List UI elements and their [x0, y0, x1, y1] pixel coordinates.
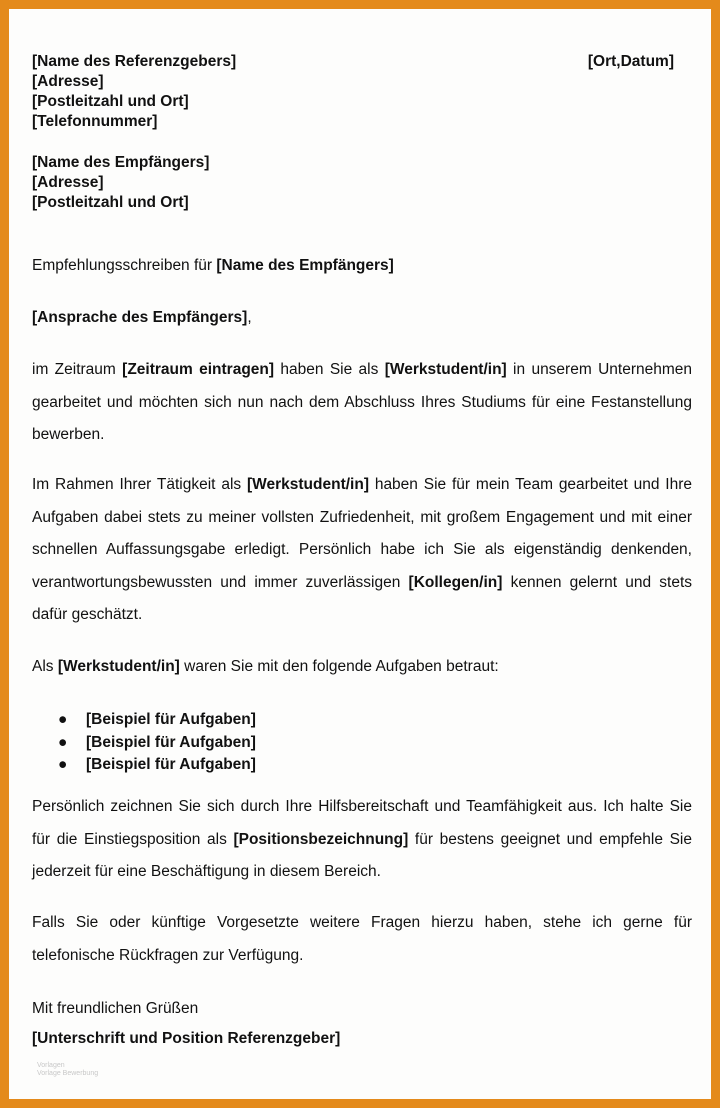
- paragraph-assessment: [32, 791, 692, 889]
- watermark-line: Vorlagen: [37, 1062, 65, 1069]
- paragraph-text: für bestens geeignet und empfehle Sie jederzeit für eine Beschäftigung in diesem Bereich.: [32, 830, 692, 880]
- paragraph-text: waren Sie mit den folgende Aufgaben betraut:: [179, 658, 499, 675]
- watermark-line: Vorlage Bewerbung: [37, 1070, 99, 1077]
- paragraph-text: haben Sie für mein Team gearbeitet und Ihre Aufgaben dabei stets zu meiner vollsten Zufriedenheit, mit großem Engagement und mit einer schnellen Auffassungsgabe erledigt. Persönlich habe ich Sie als eigenständig denkenden, verantwortungsbewussten und immer zuverlässigen: [32, 476, 692, 591]
- placeholder-position: [Positionsbezeichnung]: [233, 830, 409, 848]
- paragraph-text: haben Sie als: [274, 361, 385, 378]
- placeholder-period: [Zeitraum eintragen]: [122, 361, 275, 378]
- signature-placeholder: [Unterschrift und Position Referenzgeber]: [32, 1030, 341, 1047]
- task-list: [58, 709, 256, 777]
- paragraph-text: im Zeitraum: [32, 361, 123, 378]
- placeholder-role: [Werkstudent/in]: [384, 361, 507, 378]
- paragraph-contact: Falls Sie oder künftige Vorgesetzte weitere Fragen hierzu haben, stehe ich gerne für telefonische Rückfragen zur Verfügung.: [32, 914, 692, 964]
- paragraph-tasks-intro: [32, 651, 692, 684]
- salutation-comma: ,: [247, 309, 252, 326]
- recipient-name: [Name des Empfängers]: [32, 154, 210, 171]
- recipient-address: [Adresse]: [32, 174, 104, 191]
- list-item: [58, 732, 256, 755]
- bullet-icon: ●: [58, 711, 68, 728]
- list-item: [58, 709, 256, 732]
- subject-prefix: Empfehlungsschreiben für: [32, 257, 217, 274]
- salutation-text: [Ansprache des Empfängers]: [32, 309, 248, 326]
- task-text: [Beispiel für Aufgaben]: [86, 733, 256, 751]
- task-text: [Beispiel für Aufgaben]: [86, 756, 256, 773]
- subject-line: [32, 250, 692, 283]
- paragraph-text: Im Rahmen Ihrer Tätigkeit als: [32, 476, 247, 493]
- sender-name: [Name des Referenzgebers]: [32, 53, 237, 70]
- subject-recipient-name: [Name des Empfängers]: [216, 257, 394, 274]
- watermark: [37, 1062, 98, 1078]
- placeholder-role: [Werkstudent/in]: [246, 476, 369, 493]
- task-text: [Beispiel für Aufgaben]: [86, 711, 256, 728]
- sender-postal-city: [Postleitzahl und Ort]: [32, 93, 189, 110]
- paragraph-activity: [32, 469, 692, 632]
- paragraph-text: Als: [32, 658, 58, 675]
- paragraph-text: Persönlich zeichnen Sie sich durch Ihre Hilfsbereitschaft und Teamfähigkeit aus. Ich halte Sie für die Einstiegsposition als: [32, 798, 692, 848]
- placeholder-colleague: [Kollegen/in]: [408, 573, 503, 591]
- bullet-icon: ●: [58, 756, 68, 773]
- place-date: [Ort,Datum]: [587, 53, 674, 70]
- closing: Mit freundlichen Grüßen: [32, 1000, 199, 1017]
- list-item: [58, 754, 256, 777]
- placeholder-role: [Werkstudent/in]: [57, 658, 180, 675]
- sender-address: [Adresse]: [32, 73, 104, 90]
- bullet-icon: ●: [58, 733, 68, 751]
- salutation: [32, 302, 692, 335]
- paragraph-text: in unserem Unternehmen gearbeitet und möchten sich nun nach dem Abschluss Ihres Studiums für eine Festanstellung bewerben.: [32, 361, 692, 443]
- paragraph-text: kennen gelernt und stets dafür geschätzt.: [32, 573, 692, 623]
- paragraph-intro: [32, 354, 692, 452]
- recipient-postal-city: [Postleitzahl und Ort]: [32, 194, 189, 211]
- sender-phone: [Telefonnummer]: [32, 113, 158, 130]
